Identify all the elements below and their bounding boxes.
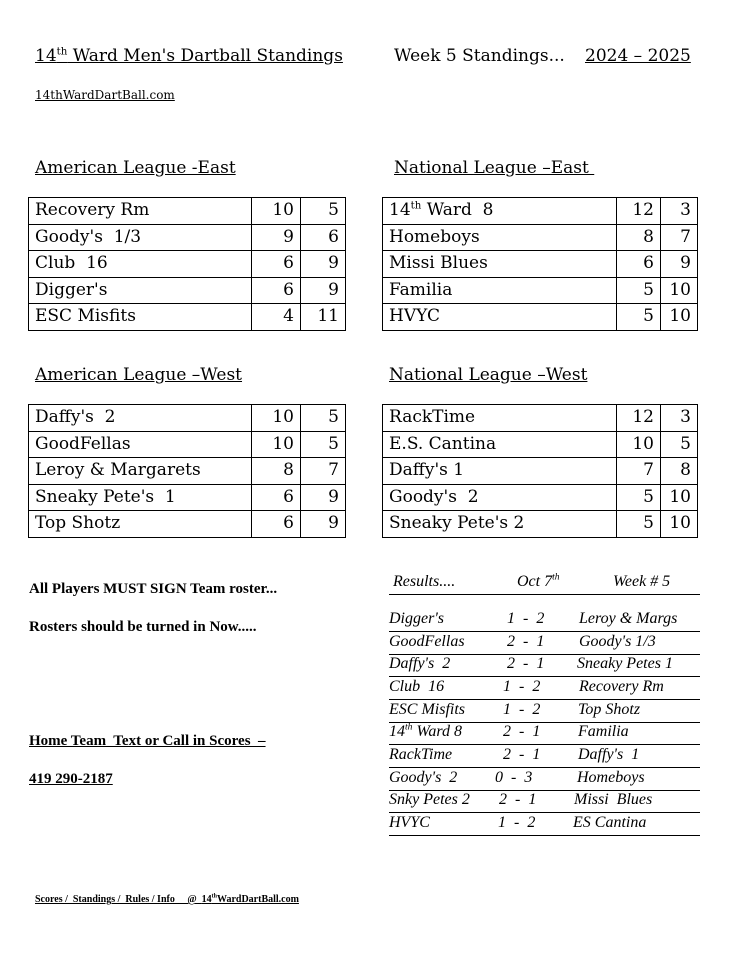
table-row [29,224,346,251]
nl-west-table [382,404,698,538]
wins-cell: 6 [252,251,301,278]
team-cell: Club 16 [29,251,252,278]
losses-cell: 9 [661,251,698,278]
team-cell: Homeboys [383,224,617,251]
team-cell: Sneaky Pete's 1 [29,484,252,511]
home-team: Snky Petes 2 [389,791,470,808]
away-team: Missi Blues [574,791,653,808]
results-label: Results.... [393,573,456,590]
losses-cell: 10 [661,304,698,331]
score: 0 - 3 [495,769,533,786]
home-team: HVYC [389,814,430,831]
score: 2 - 1 [503,746,541,763]
score: 1 - 2 [498,814,536,831]
score: 1 - 2 [503,701,541,718]
table-row [383,198,698,225]
home-team-notice: Home Team Text or Call in Scores – [29,733,266,749]
wins-cell: 5 [617,484,661,511]
team-cell: Familia [383,277,617,304]
team-cell: RackTime [383,405,617,432]
list-item [389,610,700,632]
season-label: 2024 – 2025 [585,46,691,66]
wins-cell: 6 [252,484,301,511]
nl-west-title: National League –West [389,365,588,385]
away-team: ES Cantina [573,814,647,831]
list-item [389,723,700,745]
wins-cell: 5 [617,511,661,538]
losses-cell: 10 [661,277,698,304]
al-west-table [28,404,346,538]
nl-east-title: National League –East [394,158,595,178]
sign-roster-notice: All Players MUST SIGN Team roster... [29,581,278,597]
losses-cell: 10 [661,511,698,538]
al-west-title: American League –West [35,365,243,385]
team-cell: Goody's 1/3 [29,224,252,251]
list-item [389,701,700,723]
table-row [29,458,346,485]
losses-cell: 7 [301,458,346,485]
losses-cell: 8 [661,458,698,485]
website-link[interactable]: 14thWardDartBall.com [35,88,175,102]
losses-cell: 9 [301,277,346,304]
list-item [389,746,700,768]
table-row [29,198,346,225]
table-row [383,484,698,511]
wins-cell: 7 [617,458,661,485]
team-cell: 14th Ward 8 [383,198,617,225]
footer-info[interactable]: Scores / Standings / Rules / Info @ 14thWardDartBall.com [35,893,299,905]
home-team: RackTime [389,746,453,763]
table-row [383,431,698,458]
list-item [389,814,700,836]
losses-cell: 9 [301,484,346,511]
wins-cell: 12 [617,198,661,225]
losses-cell: 9 [301,251,346,278]
home-team: Digger's [389,610,444,627]
team-cell: Leroy & Margarets [29,458,252,485]
table-row [383,511,698,538]
table-row [383,251,698,278]
away-team: Familia [578,723,629,740]
team-cell: E.S. Cantina [383,431,617,458]
table-row [383,304,698,331]
team-cell: Daffy's 1 [383,458,617,485]
wins-cell: 5 [617,277,661,304]
table-row [29,405,346,432]
results-week: Week # 5 [613,573,671,590]
table-row [383,277,698,304]
table-row [383,405,698,432]
home-team: ESC Misfits [389,701,466,718]
table-row [383,224,698,251]
wins-cell: 10 [252,431,301,458]
losses-cell: 3 [661,405,698,432]
home-team: GoodFellas [389,633,465,650]
list-item [389,655,700,677]
wins-cell: 6 [252,511,301,538]
team-cell: GoodFellas [29,431,252,458]
losses-cell: 5 [661,431,698,458]
team-cell: Sneaky Pete's 2 [383,511,617,538]
team-cell: Goody's 2 [383,484,617,511]
away-team: Homeboys [577,769,645,786]
wins-cell: 10 [617,431,661,458]
losses-cell: 5 [301,431,346,458]
score: 1 - 2 [507,610,545,627]
table-row [29,511,346,538]
away-team: Recovery Rm [579,678,664,695]
away-team: Top Shotz [578,701,641,718]
wins-cell: 5 [617,304,661,331]
wins-cell: 9 [252,224,301,251]
table-row [29,251,346,278]
list-item [389,678,700,700]
list-item [389,633,700,655]
wins-cell: 10 [252,405,301,432]
wins-cell: 12 [617,405,661,432]
team-cell: Missi Blues [383,251,617,278]
week-label: Week 5 Standings... [394,46,565,66]
home-team: 14th Ward 8 [389,721,462,740]
away-team: Sneaky Petes 1 [577,655,673,672]
list-item [389,769,700,791]
table-row [29,304,346,331]
losses-cell: 7 [661,224,698,251]
table-row [29,484,346,511]
losses-cell: 9 [301,511,346,538]
table-row [29,431,346,458]
losses-cell: 5 [301,198,346,225]
team-cell: ESC Misfits [29,304,252,331]
wins-cell: 10 [252,198,301,225]
al-east-title: American League -East [35,158,236,178]
score: 2 - 1 [499,791,537,808]
score: 2 - 1 [503,723,541,740]
score: 2 - 1 [507,633,545,650]
wins-cell: 4 [252,304,301,331]
list-item [389,791,700,813]
table-row [29,277,346,304]
phone-number: 419 290-2187 [29,771,113,787]
score: 2 - 1 [507,655,545,672]
team-cell: Recovery Rm [29,198,252,225]
losses-cell: 6 [301,224,346,251]
results-header [389,573,700,595]
home-team: Club 16 [389,678,445,695]
team-cell: Digger's [29,277,252,304]
page-title: 14th Ward Men's Dartball Standings [35,46,343,66]
score: 1 - 2 [503,678,541,695]
losses-cell: 10 [661,484,698,511]
wins-cell: 8 [252,458,301,485]
al-east-table [28,197,346,331]
wins-cell: 6 [252,277,301,304]
team-cell: Top Shotz [29,511,252,538]
team-cell: Daffy's 2 [29,405,252,432]
team-cell: HVYC [383,304,617,331]
nl-east-table [382,197,698,331]
losses-cell: 5 [301,405,346,432]
results-date: Oct 7th [517,571,560,590]
away-team: Goody's 1/3 [579,633,656,650]
losses-cell: 11 [301,304,346,331]
rosters-notice: Rosters should be turned in Now..... [29,619,257,635]
home-team: Daffy's 2 [389,655,451,672]
wins-cell: 6 [617,251,661,278]
home-team: Goody's 2 [389,769,458,786]
away-team: Leroy & Margs [579,610,678,627]
away-team: Daffy's 1 [578,746,640,763]
table-row [383,458,698,485]
wins-cell: 8 [617,224,661,251]
losses-cell: 3 [661,198,698,225]
